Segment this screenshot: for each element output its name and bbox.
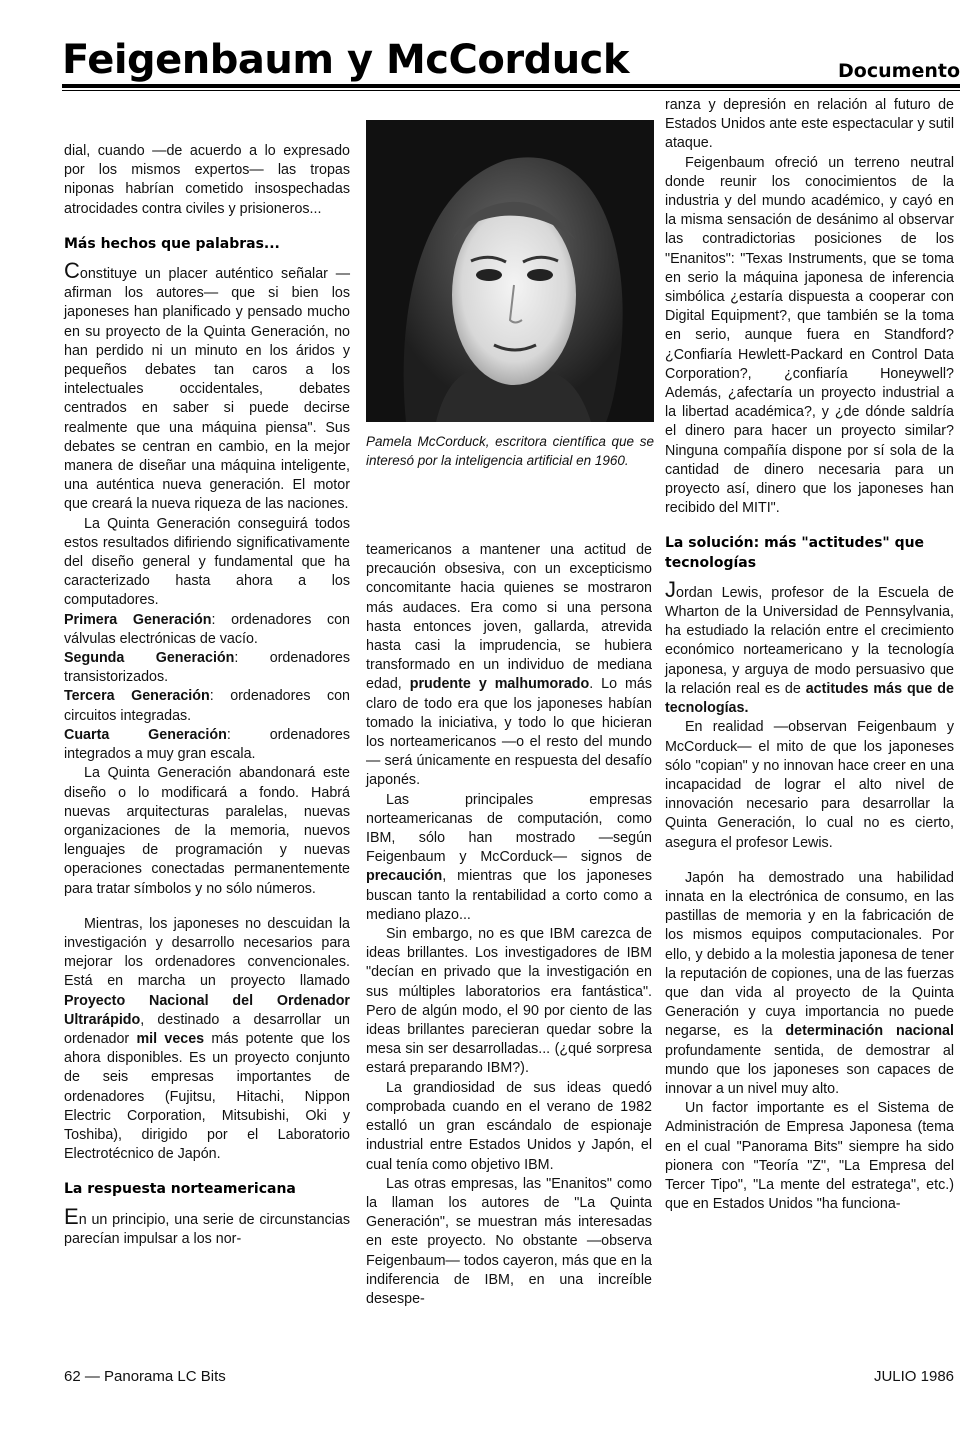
paragraph: dial, cuando —de acuerdo a lo expresado por los mismos expertos— las tropas niponas habrían cometido insospechadas atrocidades contra civiles y prisioneros...: [64, 143, 350, 217]
emphasis: precaución: [366, 868, 443, 885]
drop-cap: C: [64, 258, 80, 284]
paragraph-text: n un principio, una serie de circunstancias parecían impulsar a los nor-: [64, 1211, 350, 1247]
generation-label: Primera Generación: [64, 611, 212, 628]
paragraph-text: ordan Lewis, profesor de la Escuela de Wharton de la Universidad de Pennsylvania, ha estudiado la relación entre el crecimiento económico norteamericano y la tecnología japonesa, y arguya de modo persuasivo que la relación real es de: [665, 584, 954, 697]
subheading: Más hechos que palabras...: [64, 235, 280, 252]
generation-text: : ordenadores integrados a muy gran escala.: [64, 726, 350, 763]
paragraph-text: teamericanos a mantener una actitud de precaución obsesiva, con un excepticismo concomitante hacia quienes se mostraron más audaces. Era como si una persona hasta entonces joven, gallarda, atrevida hasta casi la imprudencia, se hubiera transformado en un individuo de mediana edad,: [366, 542, 652, 693]
paragraph-text: Las principales empresas norteamericanas de computación, como IBM, sólo han mostrado —según Feigenbaum y McCorduck— signos de: [366, 791, 652, 866]
subheading: La solución: más "actitudes" que tecnologías: [665, 535, 925, 571]
paragraph: [64, 258, 350, 515]
paragraph: La Quinta Generación abandonará este diseño o lo modificará a fondo. Habrá nuevas arquitecturas paralelas, nuevas organizaciones de la memoria, nuevos lenguajes de programación y nuevas operaciones conectadas permanentemente para tratar símbolos y no sólo números.: [64, 765, 350, 897]
paragraph-text: Mientras, los japoneses no descuidan la investigación y desarrollo necesarios para mejorar los ordenadores convencionales. Está en marcha un proyecto llamado: [64, 915, 350, 990]
drop-cap: E: [64, 1203, 79, 1229]
photo-caption: Pamela McCorduck, escritora científica que se interesó por la inteligencia artificial en 1960.: [366, 434, 654, 468]
paragraph-text: Japón ha demostrado una habilidad innata en la electrónica de consumo, en las pastillas de memoria y en la fabricación de los mismos equipos computacionales. Por ello, y debido a la molestia japonesa de tener la reputación de copiones, una de las fuerzas que dan vida al proyecto de la Quinta Generación y cuya importancia no puede negarse, es la: [665, 869, 954, 1040]
page-title: Feigenbaum y McCorduck: [62, 37, 629, 83]
generation-label: Cuarta Generación: [64, 726, 227, 743]
emphasis: mil veces: [136, 1030, 205, 1047]
emphasis: prudente y malhumorado: [409, 676, 590, 693]
portrait-image: [366, 120, 654, 422]
generation-item: [64, 726, 350, 764]
paragraph: En realidad —observan Feigenbaum y McCorduck— el mito de que los japoneses sólo "copian" y no innovan hace creer en una incapacidad de lograr el alto nivel de innovación necesario para desarrollar la Quinta Generación, lo cual no es cierto, asegura el profesor Lewis.: [665, 719, 954, 851]
paragraph-text: más potente que los ahora disponibles. Es un proyecto conjunto de seis empresas importantes de ordenadores (Fujitsu, Hitachi, Nippon Electric Corporation, Mitsubishi, Oki y Toshiba), dirigido por el Laboratorio Electrotécnico de Japón.: [64, 1030, 350, 1163]
portrait-photo: [366, 120, 654, 422]
drop-cap: J: [665, 576, 676, 602]
paragraph: [665, 576, 954, 718]
paragraph: [366, 791, 652, 925]
header-rule-thin: [62, 90, 960, 91]
generation-label: Segunda Generación: [64, 650, 235, 667]
header-rule-thick: [62, 84, 960, 88]
subheading: La respuesta norteamericana: [64, 1181, 296, 1198]
paragraph-text: profundamente sentida, de demostrar al mundo que los japoneses son capaces de innovar a un nivel muy alto.: [665, 1042, 954, 1097]
paragraph: La grandiosidad de sus ideas quedó comprobada cuando en el verano de 1982 estalló un gran escándalo de espionaje industrial entre Estados Unidos y Japón, el cual tenía como objetivo IBM.: [366, 1079, 652, 1173]
emphasis: Proyecto Nacional del Ordenador Ultrarápido: [64, 992, 350, 1028]
generation-item: [64, 611, 350, 649]
paragraph: Sin embargo, no es que IBM carezca de ideas brillantes. Los investigadores de IBM "decían en privado que la investigación en sus múltiples laboratorios era fantástica". Pero de algún modo, el 90 por ciento de las ideas brillantes parecieran quedar sobre la mesa sin ser desarrolladas... (¿qué sorpresa estará preparando IBM?).: [366, 926, 652, 1077]
paragraph-text: . Lo más claro de todo era que los japoneses habían tomado la iniciativa, y todo lo que hicieran los norteamericanos —o el resto del mundo— será únicamente en respuesta del desafío japonés.: [366, 676, 652, 789]
generation-item: [64, 649, 350, 687]
paragraph: ranza y depresión en relación al futuro de Estados Unidos ante este espectacular y sutil ataque.: [665, 97, 954, 152]
paragraph: Las otras empresas, las "Enanitos" como la llaman los autores de "La Quinta Generación", se muestran más interesadas en este proyecto. No obstante —observa Feigenbaum— todos cayeron, más que en la indiferencia de IBM, en una increíble desespe-: [366, 1175, 652, 1307]
generation-text: : ordenadores transistorizados.: [64, 650, 350, 686]
generation-item: [64, 687, 350, 725]
paragraph: [64, 915, 350, 1165]
paragraph-text: onstituye un placer auténtico señalar —afirman los autores— que si bien los japoneses han planificado y pensado mucho en su proyecto de la Quinta Generación, no han perdido ni un minuto en los áridos y pequeños debates tan caros a los intelectuales occidentales, debates centrados en saber si puede decirse realmente que una máquina piensa". Sus debates se centran en cambio, en la mejor manera de diseñar una máquina inteligente, una auténtica nueva generación. El motor que creará la nueva riqueza de las naciones.: [64, 266, 350, 513]
paragraph-text: , destinado a desarrollar un ordenador: [64, 1011, 350, 1047]
paragraph: [366, 541, 652, 791]
generation-label: Tercera Generación: [64, 688, 210, 705]
footer-date: JULIO 1986: [873, 1368, 954, 1385]
column-middle: [366, 541, 652, 1309]
generation-text: : ordenadores con circuitos integradas.: [64, 688, 350, 724]
column-right: [665, 96, 954, 1214]
section-label: Documento: [838, 60, 960, 82]
paragraph: La Quinta Generación conseguirá todos estos resultados difiriendo significativamente del diseño general y fundamental que ha caracterizado hasta ahora a los computadores.: [64, 515, 350, 609]
paragraph: Feigenbaum ofreció un terreno neutral donde reunir los conocimientos de la industria y del mundo académico, y cayó en la misma sensación de desánimo al observar las contradictorias posiciones de los "Enanitos": "Texas Instruments, que se toma en serio la máquina japonesa de inferencia simbólica ¿estaría dispuesta a cooperar con Digital Equipment?, que también se la toma en serio, aunque fuera en Standford? ¿Confiaría Hewlett-Packard en Control Data Corporation?, ¿confiaría Honeywell? Además, ¿afectaría un proyecto industrial a la libertad académica?, y ¿de dónde saldría el dinero para hacer un proyecto similar? Ninguna compañía dispone por sí sola de la cantidad de dinero necesaria para un proyecto así, dinero que los japoneses han recibido del MITI".: [665, 154, 954, 517]
footer-page-number: 62 — Panorama LC Bits: [64, 1368, 226, 1385]
column-left: [64, 142, 350, 1249]
generation-text: : ordenadores con válvulas electrónicas de vacío.: [64, 611, 351, 647]
emphasis: determinación nacional: [785, 1023, 954, 1040]
paragraph: Un factor importante es el Sistema de Administración de Empresa Japonesa (tema en el cual "Panorama Bits" siempre ha sido pionera con "Teoría "Z", "La Empresa del Tercer Tipo", "La mente del estratega", etc.) que en Estados Unidos "ha funciona-: [665, 1100, 954, 1213]
emphasis: actitudes más que de tecnologías.: [665, 680, 954, 717]
paragraph-text: , mientras que los japoneses buscan tanto la rentabilidad a corto como a mediano plazo...: [366, 868, 652, 923]
paragraph: [665, 869, 954, 1099]
paragraph: [64, 1203, 350, 1249]
